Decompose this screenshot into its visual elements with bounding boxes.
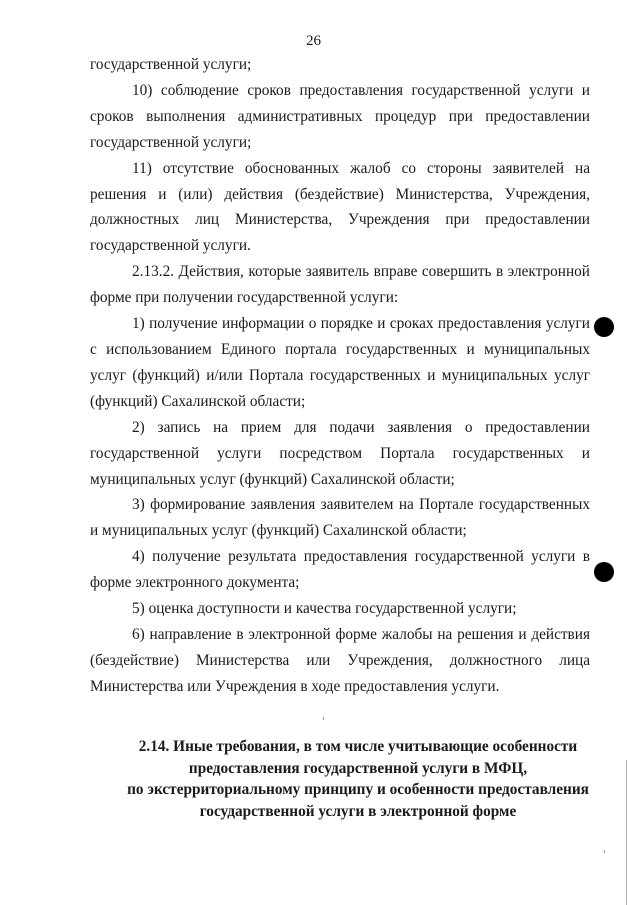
- paragraph-action-6: 6) направление в электронной форме жалобы на решения и действия (бездействие) Министерства или Учреждения, должностного лица Министерства или Учреждения в ходе предоставления услуги.: [90, 625, 590, 695]
- page-number: 26: [306, 33, 321, 49]
- heading-line: 2.14. Иные требования, в том числе учитывающие особенности: [138, 738, 578, 755]
- heading-line: по экстерриториальному принципу и особенности предоставления: [127, 781, 589, 798]
- paragraph-action-2: 2) запись на прием для подачи заявления о предоставлении государственной услуги посредством Портала государственных и муниципальных услуг (функций) Сахалинской области;: [90, 418, 590, 488]
- paragraph-continuation: государственной услуги;: [90, 56, 252, 73]
- paragraph-action-5: 5) оценка доступности и качества государственной услуги;: [132, 600, 517, 618]
- paragraph-action-4: 4) получение результата предоставления государственной услуги в форме электронного документа;: [90, 548, 590, 592]
- paragraph-item-10: 10) соблюдение сроков предоставления государственной услуги и сроков выполнения административных процедур при предоставлении государственной услуги;: [90, 81, 590, 151]
- paragraph-action-3: 3) формирование заявления заявителем на Портале государственных и муниципальных услуг (функций) Сахалинской области;: [90, 496, 590, 540]
- punch-hole-mark: [594, 562, 614, 582]
- heading-line: предоставления государственной услуги в МФЦ,: [188, 759, 528, 777]
- paragraph-2-13-2: 2.13.2. Действия, которые заявитель вправе совершить в электронной форме при получении государственной услуги:: [90, 263, 590, 307]
- scan-speck: [323, 717, 324, 720]
- paragraph-item-11: 11) отсутствие обоснованных жалоб со стороны заявителей на решения и (или) действия (бездействие) Министерства, Учреждения, должностных лиц Министерства, Учреждения при предоставлении государственной услуги.: [90, 159, 590, 255]
- section-heading-2-14: [118, 736, 598, 822]
- heading-line: государственной услуги в электронной форме: [199, 802, 517, 820]
- paragraph-action-1: 1) получение информации о порядке и сроках предоставления услуги с использованием Единого портала государственных и муниципальных услуг (функций) и/или Портала государственных и муниципальных услуг (функций) Сахалинской области;: [90, 315, 590, 410]
- body-text: [90, 52, 590, 700]
- punch-hole-mark: [594, 317, 614, 337]
- scan-speck: [604, 850, 605, 853]
